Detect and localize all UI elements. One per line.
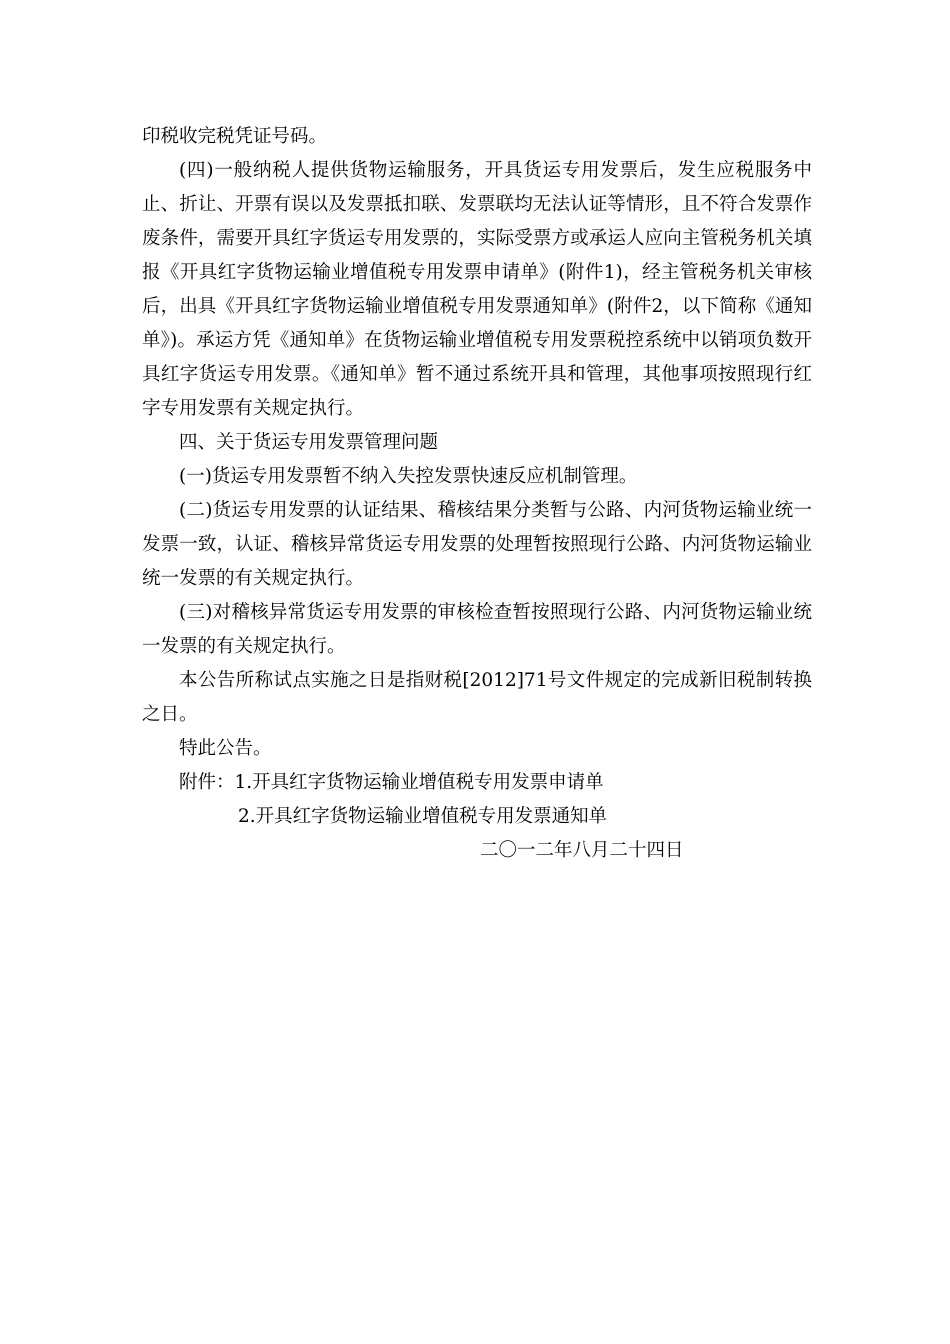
attachment-item-2: 2.开具红字货物运输业增值税专用发票通知单	[238, 806, 608, 827]
paragraph-item-two: (二)货运专用发票的认证结果、稽核结果分类暂与公路、内河货物运输业统一发票一致，认证、稽核异常货运专用发票的处理暂按照现行公路、内河货物运输业统一发票的有关规定执行。	[142, 500, 812, 589]
paragraph-item-one: (一)货运专用发票暂不纳入失控发票快速反应机制管理。	[179, 466, 638, 487]
paragraph-pilot-date-definition: 本公告所称试点实施之日是指财税[2012]71号文件规定的完成新旧税制转换之日。	[142, 670, 812, 725]
document-page	[142, 120, 812, 868]
paragraph-red-invoice-procedure: (四)一般纳税人提供货物运输服务，开具货运专用发票后，发生应税服务中止、折让、开票有误以及发票抵扣联、发票联均无法认证等情形，且不符合发票作废条件，需要开具红字货运专用发票的，实际受票方或承运人应向主管税务机关填报《开具红字货物运输业增值税专用发票申请单》(附件1)，经主管税务机关审核后，出具《开具红字货物运输业增值税专用发票通知单》(附件2，以下简称《通知单》)。承运方凭《通知单》在货物运输业增值税专用发票税控系统中以销项负数开具红字货运专用发票。《通知单》暂不通过系统开具和管理，其他事项按照现行红字专用发票有关规定执行。	[142, 160, 812, 419]
document-date: 二〇一二年八月二十四日	[480, 840, 684, 861]
paragraph-announcement-closing: 特此公告。	[179, 738, 272, 759]
paragraph-item-three: (三)对稽核异常货运专用发票的审核检查暂按照现行公路、内河货物运输业统一发票的有关规定执行。	[142, 602, 812, 657]
attachment-item-1: 附件：1.开具红字货物运输业增值税专用发票申请单	[179, 772, 604, 793]
paragraph-tax-certificate: 印税收完税凭证号码。	[142, 126, 328, 147]
section-heading-invoice-management: 四、关于货运专用发票管理问题	[179, 432, 439, 453]
